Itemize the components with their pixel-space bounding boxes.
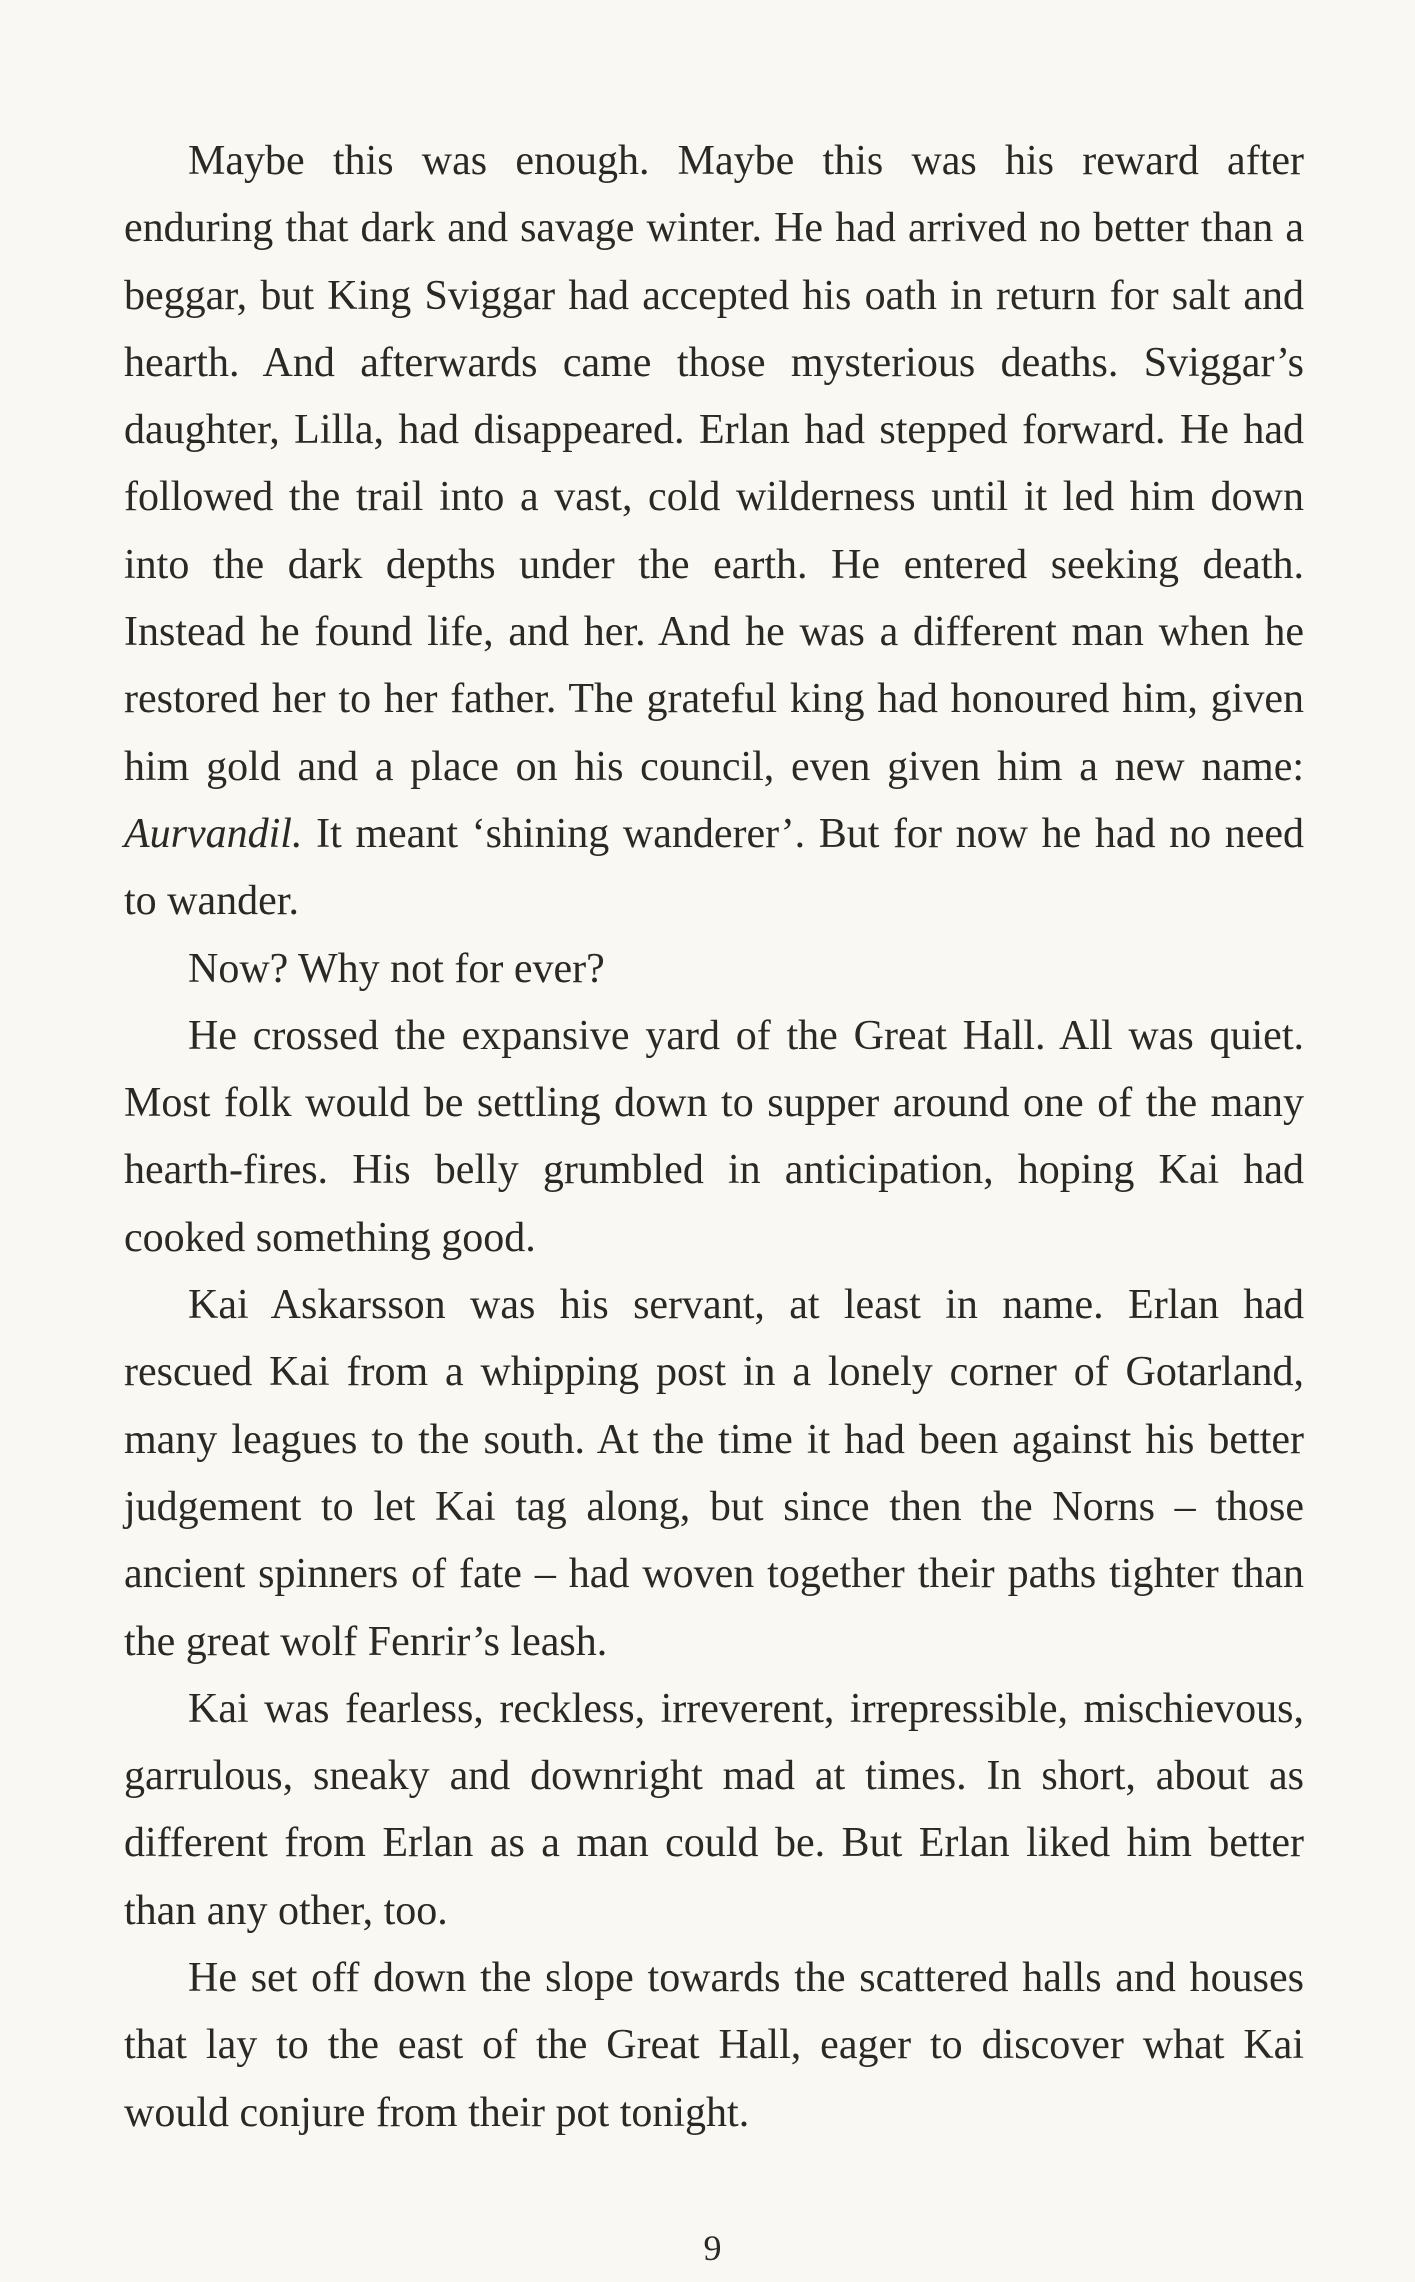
paragraph-1-text-before: Maybe this was enough. Maybe this was his reward after enduring that dark and savage winter. He had arrived no better than a beggar, but King Sviggar had accepted his oath in return for salt and hearth. And afterwards came those mysterious deaths. Sviggar’s daughter, Lilla, had disappeared. Erlan had stepped forward. He had followed the trail into a vast, cold wilderness until it led him down into the dark depths under the earth. He entered seeking death. Instead he found life, and her. And he was a different man when he restored her to her father. The grateful king had honoured him, given him gold and a place on his council, even given him a new name: bbox=[124, 138, 1304, 790]
paragraph-1 bbox=[124, 128, 1304, 936]
paragraph-6: He set off down the slope towards the scattered halls and houses that lay to the east of the Great Hall, eager to discover what Kai would conjure from their pot tonight. bbox=[124, 1955, 1304, 2136]
paragraph-4: Kai Askarsson was his servant, at least in name. Erlan had rescued Kai from a whipping post in a lonely corner of Gotarland, many leagues to the south. At the time it had been against his better judgement to let Kai tag along, but since then the Norns – those ancient spinners of fate – had woven together their paths tighter than the great wolf Fenrir’s leash. bbox=[124, 1282, 1304, 1665]
body-text bbox=[124, 128, 1304, 2147]
paragraph-5: Kai was fearless, reckless, irreverent, irrepressible, mischievous, garrulous, sneaky and downright mad at times. In short, about as different from Erlan as a man could be. But Erlan liked him better than any other, too. bbox=[124, 1685, 1304, 1934]
paragraph-3: He crossed the expansive yard of the Great Hall. All was quiet. Most folk would be settling down to supper around one of the many hearth-fires. His belly grumbled in anticipation, hoping Kai had cooked something good. bbox=[124, 1012, 1304, 1261]
paragraph-2: Now? Why not for ever? bbox=[188, 945, 605, 992]
page-number-text: 9 bbox=[703, 2228, 722, 2268]
paragraph-1-text-after: It meant ‘shining wanderer’. But for now he had no need to wander. bbox=[124, 810, 1304, 925]
page-number bbox=[0, 2228, 1415, 2268]
italic-name-aurvandil: Aurvandil. bbox=[124, 810, 303, 857]
